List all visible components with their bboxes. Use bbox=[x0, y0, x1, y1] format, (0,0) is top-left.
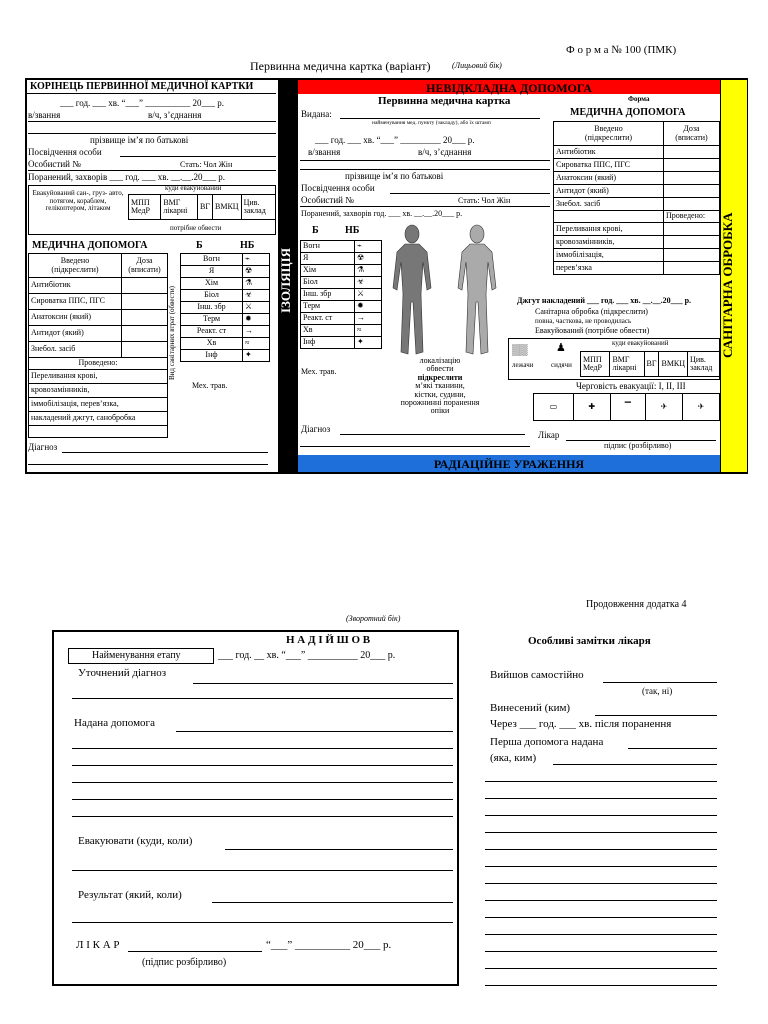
back-evacuate: Евакуювати (куди, коли) bbox=[78, 835, 193, 847]
stub-procedure: накладений джгут, санобробка bbox=[29, 412, 168, 426]
card-loss-type: Хім bbox=[301, 265, 355, 277]
stub-diagnosis: Діагноз bbox=[28, 442, 58, 452]
stub-wounded: Поранений, захворів ___ год. ___ хв. __.__.20___ р. bbox=[28, 172, 226, 182]
card-unit: в/ч, з’єднання bbox=[418, 147, 472, 157]
back-time: ___ год. __ хв. “___” __________ 20___ р. bbox=[218, 650, 396, 661]
stub-evac-col: Цив. заклад bbox=[241, 195, 275, 220]
back-result: Результат (який, коли) bbox=[78, 889, 182, 901]
stub-drug: Анатоксин (який) bbox=[29, 310, 122, 326]
stub-introduced-sub: (підкреслити) bbox=[51, 264, 99, 274]
card-rank: в/звання bbox=[308, 147, 341, 157]
card-introduced-sub: (підкреслити) bbox=[584, 132, 633, 142]
stub-dose: Доза bbox=[136, 256, 153, 266]
stub-personal-no: Особистий № bbox=[28, 159, 81, 169]
back-after-wound: Через ___ год. ___ хв. після поранення bbox=[490, 718, 672, 730]
stub-sex: Стать: Чол Жін bbox=[180, 160, 233, 169]
card-loss-type: Я bbox=[301, 253, 355, 265]
card-b-label: Б bbox=[312, 225, 319, 236]
stub-b-label: Б bbox=[196, 240, 203, 251]
body-caption: м’які тканини, bbox=[415, 381, 465, 391]
infection-icon: ✦ bbox=[355, 337, 382, 349]
stub-loss-type: Терм bbox=[181, 314, 243, 326]
back-carried-by: Винесений (ким) bbox=[490, 702, 571, 714]
card-introduced: Введено bbox=[594, 124, 623, 134]
burn-icon: ✹ bbox=[355, 301, 382, 313]
back-continuation: Продовження додатка 4 bbox=[586, 599, 687, 610]
card-evac-col: МПП МедР bbox=[581, 352, 610, 377]
nuclear-icon: ☢ bbox=[355, 253, 382, 265]
card-sex: Стать: Чол Жін bbox=[458, 196, 511, 205]
stub-evac-col: ВМГ лікарні bbox=[161, 195, 198, 220]
chemical-icon: ⚗ bbox=[243, 278, 270, 290]
seated-person-icon: ♟ bbox=[556, 342, 566, 354]
stub-time: ___ год. ___ хв. “___” __________ 20___ р. bbox=[60, 98, 225, 108]
stub-name-parts: прізвище ім’я по батькові bbox=[90, 135, 189, 145]
stub-loss-type: Біол bbox=[181, 290, 243, 302]
stub-evacuated-label: Евакуйований сан-, груз- авто, потягом, кораблем, гелікоптером, літаком bbox=[32, 189, 124, 213]
front-side-label: (Лицьовий бік) bbox=[452, 61, 502, 70]
back-clarified-diagnosis: Уточнений діагноз bbox=[78, 667, 167, 679]
back-side-label: (Зворотний бік) bbox=[346, 614, 401, 623]
card-tourniquet: Джгут накладений ___ год. ___ хв. __.__.20___ р. bbox=[517, 296, 692, 305]
body-caption: опіки bbox=[430, 406, 450, 416]
card-diagnosis: Діагноз bbox=[301, 424, 331, 434]
back-notes-title: Особливі замітки лікаря bbox=[528, 635, 651, 647]
card-sitting: сидячи bbox=[551, 361, 572, 369]
stub-evac-col: МПП МедР bbox=[129, 195, 161, 220]
card-evac-col: ВМКЦ bbox=[659, 352, 688, 377]
back-came-alone: Вийшов самостійно bbox=[490, 669, 584, 681]
disease-icon: ≈ bbox=[243, 338, 270, 350]
card-loss-type: Вогн bbox=[301, 241, 355, 253]
stretcher-icon: ▒▒ bbox=[512, 344, 528, 356]
form-number: Ф о р м а № 100 (ПМК) bbox=[566, 44, 677, 56]
gun-icon: ⌁ bbox=[355, 241, 382, 253]
body-front-icon bbox=[393, 225, 431, 354]
isolation-label: ІЗОЛЯЦІЯ bbox=[278, 247, 293, 313]
card-mech-trauma: Мех. трав. bbox=[301, 367, 337, 376]
back-signature: (підпис розбірливо) bbox=[142, 957, 227, 968]
stub-where-evacuated: куди евакуйований bbox=[165, 184, 222, 192]
body-caption: обвести bbox=[426, 364, 454, 374]
card-signature: підпис (розбірливо) bbox=[604, 441, 672, 450]
stub-procedure: іммобілізація, перев’язка, bbox=[29, 398, 168, 412]
sanitary-label: САНІТАРНА ОБРОБКА bbox=[720, 212, 735, 358]
body-caption: підкреслити bbox=[417, 372, 463, 382]
card-drug: Анатоксин (який) bbox=[554, 172, 664, 185]
stub-loss-type: Я bbox=[181, 266, 243, 278]
card-drug: Антидот (який) bbox=[554, 185, 664, 198]
card-form-label: Форма bbox=[628, 95, 650, 103]
burn-icon: ✹ bbox=[243, 314, 270, 326]
weapon-icon: ⚔ bbox=[243, 302, 270, 314]
stub-nb-label: НБ bbox=[240, 240, 255, 251]
helicopter-icon[interactable]: ✈ bbox=[645, 394, 682, 421]
card-procedure: іммобілізація, bbox=[554, 249, 664, 262]
stub-drug: Антибіотик bbox=[29, 278, 122, 294]
body-caption: порожнинні поранення bbox=[400, 397, 480, 407]
disease-icon: ≈ bbox=[355, 325, 382, 337]
card-sanitary-3: Евакуйований (потрібне обвести) bbox=[535, 326, 650, 335]
card-personal-no: Особистий № bbox=[301, 195, 354, 205]
airplane-icon[interactable]: ✈ bbox=[682, 394, 719, 421]
card-sanitary-1: Санітарна обробка (підкреслити) bbox=[535, 307, 648, 316]
radiation-label: РАДІАЦІЙНЕ УРАЖЕННЯ bbox=[433, 457, 585, 471]
card-loss-type: Біол bbox=[301, 277, 355, 289]
stub-mech-trauma: Мех. трав. bbox=[192, 381, 228, 390]
card-loss-type: Хв bbox=[301, 325, 355, 337]
card-doctor: Лікар bbox=[538, 430, 560, 440]
back-which-by: (яка, ким) bbox=[490, 752, 537, 764]
card-dose: Доза bbox=[683, 124, 700, 134]
card-evac-col: ВМГ лікарні bbox=[610, 352, 644, 377]
card-nb-label: НБ bbox=[345, 225, 360, 236]
nuclear-icon: ☢ bbox=[243, 266, 270, 278]
stub-rank: в/звання bbox=[28, 110, 61, 120]
ambulance-icon[interactable]: ✚ bbox=[573, 394, 610, 421]
reactive-icon: → bbox=[243, 326, 270, 338]
body-diagram[interactable] bbox=[385, 222, 515, 358]
urgent-label: НЕВІДКЛАДНА ДОПОМОГА bbox=[426, 81, 592, 95]
card-loss-type: Інш. збр bbox=[301, 289, 355, 301]
card-title: Первинна медична картка bbox=[378, 95, 511, 107]
stub-loss-type: Реакт. ст bbox=[181, 326, 243, 338]
weapon-icon: ⚔ bbox=[355, 289, 382, 301]
card-loss-type: Терм bbox=[301, 301, 355, 313]
stub-loss-type: Інф bbox=[181, 350, 243, 362]
stub-need-underline: потрібне обвести bbox=[170, 224, 222, 232]
card-dose-sub: (вписати) bbox=[675, 132, 708, 142]
card-loss-type: Реакт. ст bbox=[301, 313, 355, 325]
card-drug: Сироватка ППС, ПГС bbox=[554, 159, 664, 172]
card-drug: Знебол. засіб bbox=[554, 198, 664, 211]
gun-icon: ⌁ bbox=[243, 254, 270, 266]
stub-drug: Знебол. засіб bbox=[29, 342, 122, 358]
card-procedure: перев’язка bbox=[554, 262, 664, 275]
stub-drug: Антидот (який) bbox=[29, 326, 122, 342]
stub-drug: Сироватка ППС, ПГС bbox=[29, 294, 122, 310]
back-help-given: Надана допомога bbox=[74, 717, 155, 729]
card-issued: Видана: bbox=[301, 109, 332, 119]
card-procedure: кровозамінників, bbox=[554, 236, 664, 249]
stub-loss-type: Вогн bbox=[181, 254, 243, 266]
card-evac-order: Черговість евакуації: І, ІІ, ІІІ bbox=[576, 381, 686, 391]
back-doctor: Л І К А Р bbox=[76, 939, 120, 951]
card-performed: Проведено: bbox=[664, 211, 720, 223]
card-where-evacuated: куди евакуйований bbox=[612, 339, 669, 347]
stub-evac-col: ВГ bbox=[198, 195, 213, 220]
stub-procedure: Переливання крові, bbox=[29, 370, 168, 384]
reactive-icon: → bbox=[355, 313, 382, 325]
stub-unit: в/ч, з’єднання bbox=[148, 110, 202, 120]
stub-evac-col: ВМКЦ bbox=[213, 195, 242, 220]
truck-icon[interactable]: ▭ bbox=[534, 394, 574, 421]
stub-procedure: кровозамінників, bbox=[29, 384, 168, 398]
stub-performed: Проведено: bbox=[29, 358, 168, 370]
body-back-icon bbox=[458, 225, 496, 354]
stub-introduced: Введено bbox=[60, 256, 90, 266]
back-stage-name: Найменування етапу bbox=[92, 650, 181, 661]
back-first-aid: Перша допомога надана bbox=[490, 736, 604, 748]
card-procedure: Переливання крові, bbox=[554, 223, 664, 236]
stub-loss-type: Інш. збр bbox=[181, 302, 243, 314]
back-yes-no: (так, ні) bbox=[642, 686, 673, 696]
back-doctor-date: “___” __________ 20___ р. bbox=[266, 939, 392, 951]
stub-loss-type: Хім bbox=[181, 278, 243, 290]
card-drug: Антибіотик bbox=[554, 146, 664, 159]
body-caption: кістки, судини, bbox=[414, 389, 466, 399]
card-sanitary-2: повна, часткова, не проводилась bbox=[535, 317, 632, 325]
stub-med-help-title: МЕДИЧНА ДОПОМОГА bbox=[32, 240, 148, 251]
card-loss-type: Інф bbox=[301, 337, 355, 349]
body-caption: локалізацію bbox=[419, 356, 461, 365]
card-time: ___ год. ___ хв. “___” _________ 20___ р. bbox=[315, 135, 475, 145]
card-id-doc: Посвідчення особи bbox=[301, 183, 375, 193]
front-title: Первинна медична картка (варіант) bbox=[250, 59, 431, 73]
card-med-help-title: МЕДИЧНА ДОПОМОГА bbox=[570, 107, 686, 118]
card-evac-col: ВГ bbox=[644, 352, 659, 377]
bio-icon: ☣ bbox=[355, 277, 382, 289]
card-wounded: Поранений, захворів год. ___ хв. __.__.20___ р. bbox=[301, 209, 463, 218]
card-lying: лежачи bbox=[512, 361, 534, 369]
train-icon[interactable]: ▔ bbox=[610, 394, 645, 421]
stub-title: КОРІНЕЦЬ ПЕРВИННОЇ МЕДИЧНОЇ КАРТКИ bbox=[30, 81, 254, 92]
chemical-icon: ⚗ bbox=[355, 265, 382, 277]
card-issuer-note: найменування мед. пункту (закладу), або їх штамп bbox=[372, 120, 491, 126]
back-arrived: Н А Д І Й Ш О В bbox=[286, 634, 371, 646]
stub-loss-side-label: Вид санітарних втрат (обвести) bbox=[168, 286, 176, 380]
infection-icon: ✦ bbox=[243, 350, 270, 362]
stub-dose-sub: (вписати) bbox=[128, 264, 161, 274]
stub-id-doc: Посвідчення особи bbox=[28, 147, 102, 157]
card-evac-col: Цив. заклад bbox=[688, 352, 720, 377]
card-name-parts: прізвище ім’я по батькові bbox=[345, 171, 444, 181]
stub-loss-type: Хв bbox=[181, 338, 243, 350]
bio-icon: ☣ bbox=[243, 290, 270, 302]
